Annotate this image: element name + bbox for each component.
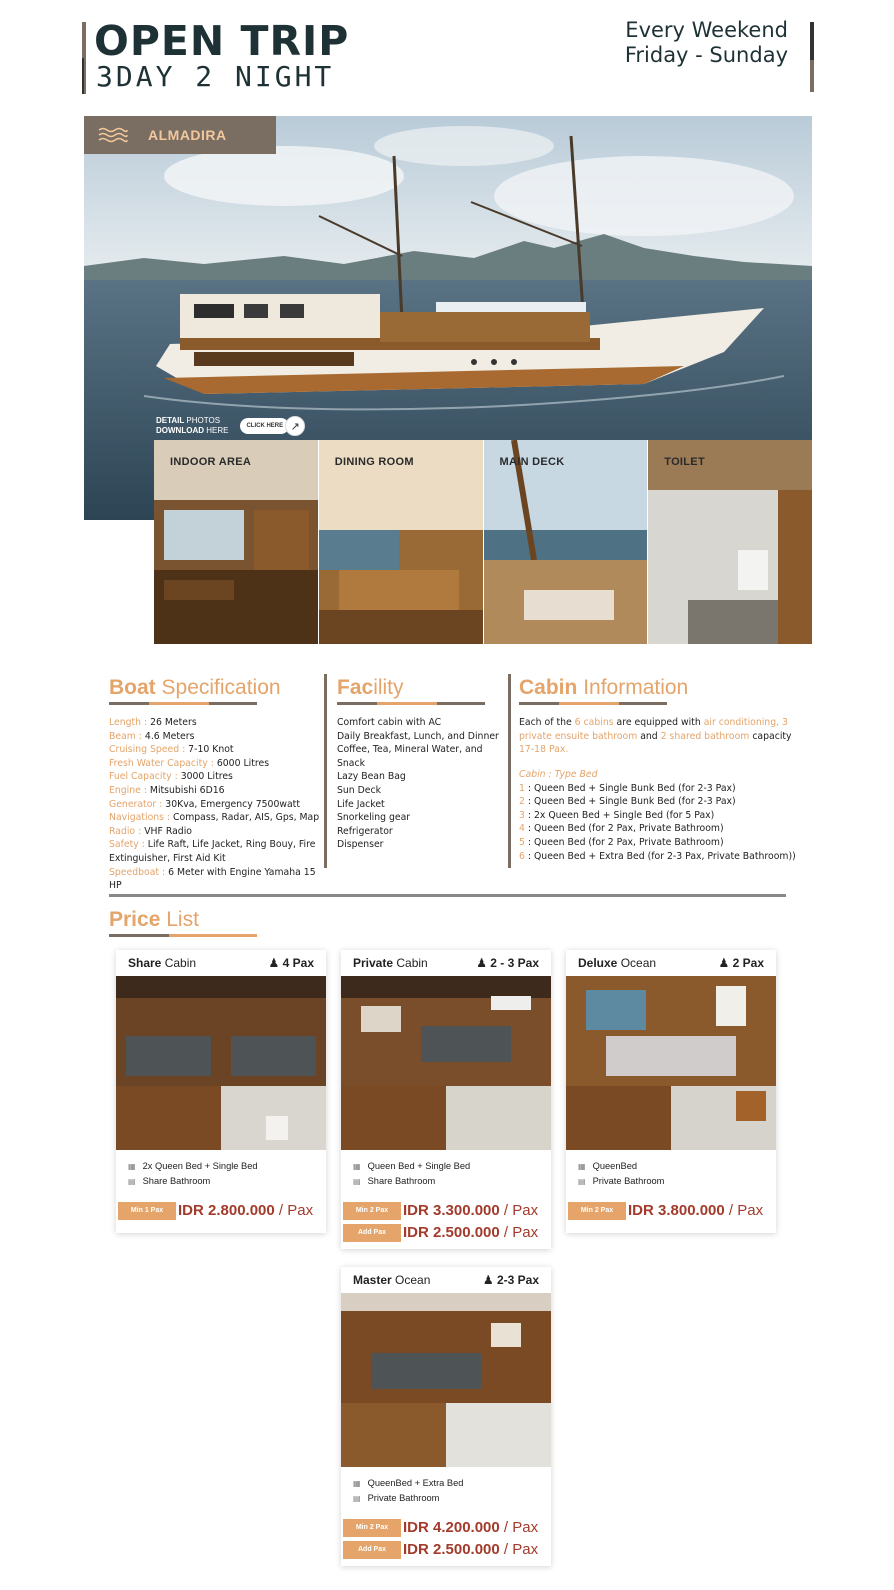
person-icon: ♟ — [476, 956, 487, 970]
add-pax-badge: Add Pax — [343, 1541, 401, 1559]
heading-underline — [337, 702, 485, 705]
boat-spec-list — [109, 716, 321, 893]
price-card-share-cabin[interactable] — [116, 950, 326, 1233]
pax-capacity: ♟ 4 Pax — [268, 956, 314, 970]
bathtub-icon: ▤ — [353, 1494, 361, 1503]
bed-info: ▦ Queen Bed + Single Bed — [353, 1159, 539, 1174]
waves-icon — [98, 127, 128, 143]
bed-icon: ▦ — [128, 1162, 136, 1171]
section-divider — [109, 894, 786, 897]
bed-icon: ▦ — [578, 1162, 586, 1171]
trip-schedule — [625, 18, 788, 68]
schedule-line-2: Friday - Sunday — [624, 43, 788, 67]
spec-item: Generator : 30Kva, Emergency 7500watt — [109, 798, 300, 810]
schedule-line-1: Every Weekend — [625, 18, 788, 42]
bed-info: ▦ QueenBed — [578, 1159, 764, 1174]
cabin-intro: Each of the 6 cabins are equipped with air conditioning, 3 private ensuite bathroom and 2 shared bathroom capacity 17-18 Pax. — [519, 717, 792, 756]
card-header — [341, 1267, 551, 1293]
header-accent-bar-left — [82, 22, 86, 94]
bed-info: ▦ QueenBed + Extra Bed — [353, 1476, 539, 1491]
amenities — [566, 1150, 776, 1189]
min-pax-badge: Min 2 Pax — [568, 1202, 626, 1220]
pax-capacity: ♟ 2 - 3 Pax — [476, 956, 539, 970]
cabin-info-heading — [519, 676, 688, 700]
click-here-button[interactable]: CLICK HERE — [240, 418, 289, 434]
facility-heading — [337, 676, 404, 700]
column-divider — [324, 674, 327, 868]
gallery-tile-indoor[interactable] — [154, 440, 319, 644]
card-title: Master Ocean — [353, 1273, 431, 1287]
person-icon: ♟ — [718, 956, 730, 970]
price-list-heading — [109, 908, 199, 932]
heading-rest: List — [166, 908, 199, 931]
bed-icon: ▦ — [353, 1162, 361, 1171]
price-card-master-ocean[interactable] — [341, 1267, 551, 1566]
bath-info: ▤ Share Bathroom — [353, 1174, 539, 1189]
price-value: IDR 3.300.000 / Pax — [403, 1202, 539, 1219]
boat-name: ALMADIRA — [148, 127, 227, 143]
bath-info: ▤ Share Bathroom — [128, 1174, 314, 1189]
bathtub-icon: ▤ — [578, 1177, 586, 1186]
price-value: IDR 2.500.000 / Pax — [403, 1541, 539, 1558]
amenities — [341, 1467, 551, 1506]
bath-info: ▤ Private Bathroom — [578, 1174, 764, 1189]
cabin-type-list — [519, 768, 809, 863]
facility-item: Snorkeling gear — [337, 812, 411, 824]
photo-gallery — [154, 440, 812, 644]
price-row — [341, 1200, 551, 1221]
card-header — [116, 950, 326, 976]
price-value: IDR 4.200.000 / Pax — [403, 1519, 539, 1536]
facility-item: Daily Breakfast, Lunch, and Dinner — [337, 730, 499, 742]
facility-item: Refrigerator — [337, 825, 393, 837]
heading-bold: Price — [109, 908, 161, 931]
heading-rest: ility — [373, 676, 404, 699]
page-title: OPEN TRIP — [94, 17, 350, 65]
spec-item: Beam : 4.6 Meters — [109, 730, 195, 742]
heading-rest: Information — [583, 676, 689, 699]
price-card-private-cabin[interactable] — [341, 950, 551, 1249]
spec-item: Radio : VHF Radio — [109, 825, 192, 837]
card-title: Share Cabin — [128, 956, 197, 970]
amenities — [341, 1150, 551, 1189]
cabin-type-item: 6 : Queen Bed + Extra Bed (for 2-3 Pax, Private Bathroom)) — [519, 850, 796, 862]
spec-item: Engine : Mitsubishi 6D16 — [109, 784, 225, 796]
amenities — [116, 1150, 326, 1189]
min-pax-badge: Min 2 Pax — [343, 1519, 401, 1537]
detail-rest: PHOTOS — [186, 416, 221, 425]
detail-bold: DETAIL — [156, 416, 185, 425]
gallery-label: INDOOR AREA — [170, 456, 252, 468]
cabin-photo — [341, 976, 551, 1150]
cabin-type-item: 4 : Queen Bed (for 2 Pax, Private Bathroom) — [519, 823, 724, 835]
gallery-tile-toilet[interactable] — [648, 440, 812, 644]
card-title: Private Cabin — [353, 956, 428, 970]
pax-capacity: ♟ 2-3 Pax — [482, 1273, 539, 1287]
page-subtitle: 3DAY 2 NIGHT — [96, 60, 335, 93]
price-row — [341, 1222, 551, 1243]
spec-item: Fuel Capacity : 3000 Litres — [109, 771, 233, 783]
price-row — [116, 1200, 326, 1221]
price-value: IDR 3.800.000 / Pax — [628, 1202, 764, 1219]
gallery-tile-deck[interactable] — [484, 440, 649, 644]
download-rest: HERE — [206, 426, 229, 435]
heading-rest: Specification — [161, 676, 281, 699]
facility-list — [337, 716, 509, 852]
heading-underline — [519, 702, 667, 705]
boat-name-tag — [84, 116, 276, 154]
spec-item: Fresh Water Capacity : 6000 Litres — [109, 757, 270, 769]
spec-item: Length : 26 Meters — [109, 717, 197, 728]
boat-spec-heading — [109, 676, 281, 700]
facility-item: Lazy Bean Bag — [337, 771, 406, 783]
column-divider — [508, 674, 511, 868]
person-icon: ♟ — [268, 956, 280, 970]
card-title: Deluxe Ocean — [578, 956, 657, 970]
spec-item: Safety : Life Raft, Life Jacket, Ring Bouy, Fire Extinguisher, First Aid Kit — [109, 839, 316, 864]
price-value: IDR 2.800.000 / Pax — [178, 1202, 314, 1219]
cabin-type-item: 5 : Queen Bed (for 2 Pax, Private Bathroom) — [519, 836, 724, 848]
person-icon: ♟ — [482, 1273, 494, 1287]
facility-item: Dispenser — [337, 839, 384, 851]
facility-item: Comfort cabin with AC — [337, 717, 442, 728]
price-card-deluxe-ocean[interactable] — [566, 950, 776, 1233]
min-pax-badge: Min 2 Pax — [343, 1202, 401, 1220]
download-label — [156, 416, 228, 436]
download-bold: DOWNLOAD — [156, 426, 204, 435]
bed-info: ▦ 2x Queen Bed + Single Bed — [128, 1159, 314, 1174]
cabin-type-item: 3 : 2x Queen Bed + Single Bed (for 5 Pax) — [519, 809, 715, 821]
add-pax-badge: Add Pax — [343, 1224, 401, 1242]
card-header — [341, 950, 551, 976]
facility-item: Life Jacket — [337, 798, 385, 810]
spec-item: Cruising Speed : 7-10 Knot — [109, 744, 234, 756]
heading-bold: Cabin — [519, 676, 578, 699]
gallery-label: TOILET — [664, 456, 705, 468]
min-pax-badge: Min 1 Pax — [118, 1202, 176, 1220]
cabin-photo — [566, 976, 776, 1150]
gallery-label: MAIN DECK — [499, 456, 565, 468]
header-accent-bar-right — [810, 22, 814, 92]
bathtub-icon: ▤ — [128, 1177, 136, 1186]
spec-item: Speedboat : 6 Meter with Engine Yamaha 15 HP — [109, 866, 316, 892]
heading-underline — [109, 702, 257, 705]
spec-item: Navigations : Compass, Radar, AIS, Gps, Map — [109, 812, 320, 824]
facility-item: Coffee, Tea, Mineral Water, and Snack — [337, 744, 483, 769]
gallery-tile-dining[interactable] — [319, 440, 484, 644]
card-header — [566, 950, 776, 976]
heading-underline — [109, 934, 257, 937]
bath-info: ▤ Private Bathroom — [353, 1491, 539, 1506]
price-row — [341, 1539, 551, 1560]
heading-bold: Fac — [337, 676, 374, 699]
gallery-label: DINING ROOM — [334, 456, 414, 468]
price-row — [566, 1200, 776, 1221]
cabin-type-item: 2 : Queen Bed + Single Bunk Bed (for 2-3 Pax) — [519, 796, 736, 808]
bed-icon: ▦ — [353, 1479, 361, 1488]
pax-capacity: ♟ 2 Pax — [718, 956, 764, 970]
price-value: IDR 2.500.000 / Pax — [403, 1224, 539, 1241]
cabin-photo — [116, 976, 326, 1150]
cabin-photo — [341, 1293, 551, 1467]
cabin-type-heading: Cabin : Type Bed — [519, 769, 598, 780]
cabin-type-item: 1 : Queen Bed + Single Bunk Bed (for 2-3 Pax) — [519, 782, 736, 794]
download-photos-link[interactable] — [156, 412, 318, 440]
price-row — [341, 1517, 551, 1538]
cursor-icon[interactable]: ↗ — [285, 416, 305, 436]
bathtub-icon: ▤ — [353, 1177, 361, 1186]
facility-item: Sun Deck — [337, 784, 382, 796]
heading-bold: Boat — [109, 676, 156, 699]
